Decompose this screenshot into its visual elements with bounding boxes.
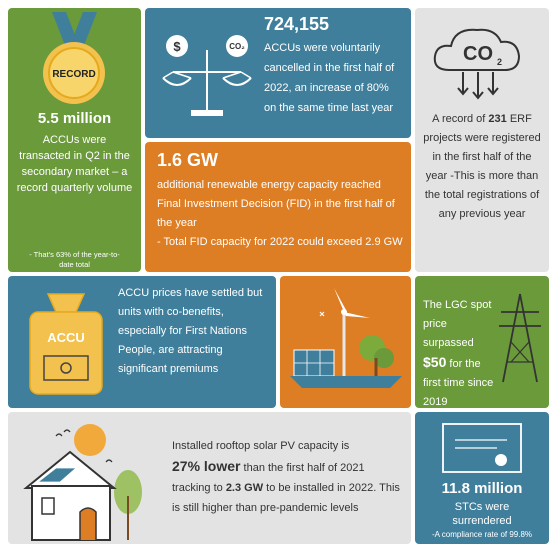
lgc-text-pre: The LGC spot price surpassed [423, 299, 492, 349]
power-pylon-icon [497, 292, 543, 384]
accu-prices-body: ACCU prices have settled but units with co-benefits, especially for First Nations People, are attracting significant premiums [118, 287, 263, 375]
renewable-fid-tile [145, 142, 411, 272]
svg-text:RECORD: RECORD [52, 69, 96, 80]
certificate-icon [437, 418, 527, 478]
fid-headline: 1.6 GW [157, 150, 219, 170]
cancelled-accu-tile [145, 8, 411, 138]
solar-line-3: to be installed in 2022. This is still higher than pre-pandemic levels [172, 482, 400, 514]
cancelled-headline: 724,155 [264, 14, 330, 34]
lgc-text [423, 296, 495, 408]
fid-body: additional renewable energy capacity reached Final Investment Decision (FID) in the first half of the year [157, 179, 395, 229]
stc-headline: 11.8 million [441, 480, 523, 497]
erf-projects-tile [415, 8, 549, 272]
svg-text:$: $ [173, 39, 181, 54]
money-bag-icon [18, 282, 114, 402]
solar-line-1: Installed rooftop solar PV capacity is [172, 440, 350, 452]
erf-text-post: ERF projects were registered in the first half of the year -This is more than the total registrations of any previous year [423, 113, 541, 220]
svg-text:ACCU: ACCU [47, 330, 85, 345]
house-solar-icon [16, 416, 152, 544]
svg-text:CO₂: CO₂ [229, 42, 245, 51]
solar-bold-1: 27% lower [172, 458, 241, 474]
renewables-illustration-tile [280, 276, 411, 408]
solar-text [172, 436, 401, 518]
fid-body-2: - Total FID capacity for 2022 could exceed 2.9 GW [157, 236, 403, 248]
stc-footnote: -A compliance rate of 99.8% [431, 530, 533, 539]
scale-icon [157, 22, 267, 132]
erf-text-bold: 231 [488, 113, 507, 125]
lgc-text-bold: $50 [423, 354, 447, 370]
stc-body: STCs were surrendered [452, 501, 512, 527]
lgc-text-post: for the first time since 2019 [423, 358, 494, 408]
accu-prices-tile [8, 276, 276, 408]
record-footnote: - That's 63% of the year-to-date total [29, 250, 120, 269]
record-tile [8, 8, 141, 272]
cancelled-body: ACCUs were voluntarily cancelled in the first half of 2022, an increase of 80% on the same time last year [264, 42, 395, 114]
svg-text:CO: CO [463, 43, 493, 65]
stc-tile [415, 412, 549, 544]
erf-text-pre: A record of [432, 113, 489, 125]
lgc-price-tile [415, 276, 549, 408]
medal-icon [8, 8, 141, 108]
erf-text [423, 110, 541, 224]
wind-solar-illustration [280, 276, 411, 408]
rooftop-solar-tile [8, 412, 411, 544]
record-headline: 5.5 million [37, 110, 112, 127]
record-body: ACCUs were transacted in Q2 in the secondary market – a record quarterly volume [16, 134, 133, 194]
solar-bold-2: 2.3 GW [225, 482, 264, 494]
co2-cloud-icon [415, 8, 549, 108]
svg-text:2: 2 [497, 57, 503, 67]
solar-line-2: than the first half of 2021 tracking to [172, 462, 365, 494]
